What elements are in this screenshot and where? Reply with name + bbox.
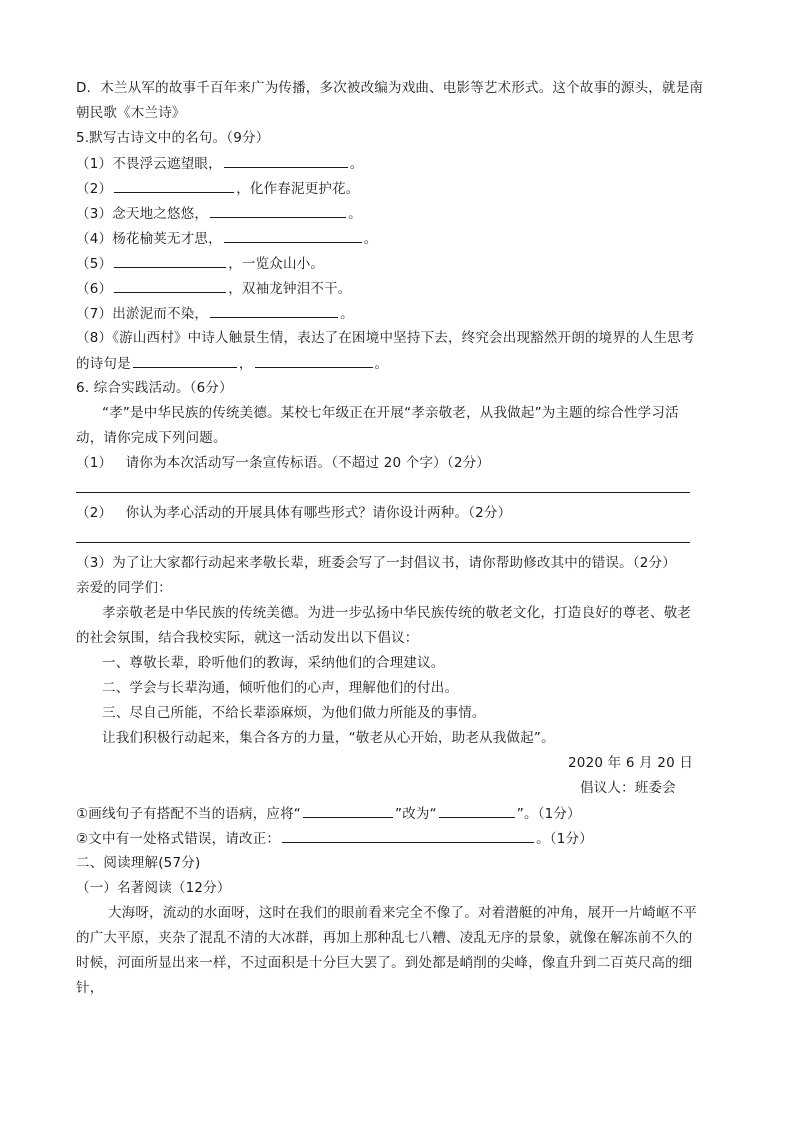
- q5-item-2-blank[interactable]: [114, 178, 234, 193]
- q5-item-5: [76, 253, 324, 274]
- q5-item-3-pre: （3）念天地之悠悠，: [76, 206, 209, 222]
- q6-intro-line-1: “孝”是中华民族的传统美德。某校七年级正在开展“孝亲敬老，从我做起”为主题的综合性学习活: [102, 405, 679, 421]
- question-6-title: 6. 综合实践活动。（6分）: [76, 380, 233, 396]
- q5-item-1-pre: （1）不畏浮云遮望眼，: [76, 156, 222, 172]
- q6-fix-1-blank-b[interactable]: [439, 803, 515, 818]
- q5-item-7-blank[interactable]: [210, 303, 338, 318]
- reading-para-line-2: 的广大平原，夹杂了混乱不清的大冰群，再加上那种乱七八糟、凌乱无序的景象，就像在解冻前不久的: [76, 930, 693, 946]
- letter-p1-line-1: 孝亲敬老是中华民族的传统美德。为进一步弘扬中华民族传统的敬老文化，打造良好的尊老、敬老: [102, 605, 692, 621]
- q5-item-2-post: ，化作春泥更护花。: [236, 181, 360, 197]
- q5-item-1-blank[interactable]: [224, 153, 348, 168]
- reading-para-line-1: 大海呀，流动的水面呀，这时在我们的眼前看来完全不像了。对着潜艇的冲角，展开一片崎岖不平: [108, 905, 698, 921]
- q6-intro-line-2: 动，请你完成下列问题。: [76, 430, 227, 446]
- q5-item-2: [76, 178, 360, 199]
- letter-signer: 倡议人：班委会: [580, 780, 676, 796]
- letter-greeting: 亲爱的同学们：: [76, 580, 172, 596]
- q6-fix-1-blank-a[interactable]: [303, 803, 393, 818]
- q5-item-5-post: ，一览众山小。: [228, 256, 325, 272]
- letter-date: 2020 年 6 月 20 日: [568, 755, 694, 771]
- q5-item-2-pre: （2）: [76, 181, 113, 197]
- reading-para-line-4: 针，: [76, 980, 104, 996]
- letter-p1-line-2: 的社会氛围，结合我校实际，就这一活动发出以下倡议：: [76, 630, 419, 646]
- letter-p5: 让我们积极行动起来，集合各方的力量，“敬老从心开始，助老从我做起”。: [102, 730, 555, 746]
- q5-item-1: [76, 153, 364, 174]
- q5-item-6-pre: （6）: [76, 281, 113, 297]
- q5-item-6: [76, 278, 352, 299]
- option-d-line-2: 朝民歌《木兰诗》: [76, 105, 186, 121]
- q6-sub-2: （2） 你认为孝心活动的开展具体有哪些形式？请你设计两种。（2分）: [76, 505, 512, 521]
- q5-item-1-post: 。: [349, 156, 364, 172]
- q6-sub-2-answer-line[interactable]: [76, 542, 690, 543]
- q5-item-8-line-2: [76, 353, 388, 374]
- reading-para-line-3: 时候，河面所显出来一样，不过面积是十分巨大罢了。到处都是峭削的尖峰，像直升到二百英尺高的细: [76, 955, 693, 971]
- q5-item-7-post: 。: [340, 306, 354, 322]
- letter-p3: 二、学会与长辈沟通，倾听他们的心声，理解他们的付出。: [102, 680, 459, 696]
- q6-sub-1-answer-line[interactable]: [76, 492, 690, 493]
- q5-item-8-line-1: （8）《游山西村》中诗人触景生情，表达了在困境中坚持下去，终究会出现豁然开朗的境界的人生思考: [76, 330, 695, 346]
- q5-item-6-blank[interactable]: [114, 278, 226, 293]
- q6-sub-1: （1） 请你为本次活动写一条宣传标语。（不超过 20 个字）（2分）: [76, 455, 491, 471]
- q6-fix-1-pre: ①画线句子有搭配不当的语病，应将“: [76, 806, 301, 822]
- q5-item-3: [76, 203, 362, 224]
- q5-item-4-post: 。: [363, 231, 378, 247]
- q5-item-3-post: 。: [348, 206, 362, 222]
- letter-p4: 三、尽自己所能，不给长辈添麻烦，为他们做力所能及的事情。: [102, 705, 486, 721]
- q6-fix-1-post: ”。（1分）: [516, 806, 581, 822]
- section-2-title: 二、阅读理解(57分): [76, 855, 201, 871]
- q5-item-4: [76, 228, 378, 249]
- q5-item-3-blank[interactable]: [210, 203, 346, 218]
- q5-item-8-blank-b[interactable]: [255, 353, 373, 368]
- q6-fix-1-mid: ”改为“: [395, 806, 437, 822]
- q5-item-4-pre: （4）杨花榆荚无才思，: [76, 231, 222, 247]
- q5-item-7-pre: （7）出淤泥而不染，: [76, 306, 209, 322]
- section-2-sub-title: （一）名著阅读（12分）: [76, 880, 231, 896]
- q5-item-4-blank[interactable]: [224, 228, 362, 243]
- option-d-line-1: D．木兰从军的故事千百年来广为传播，多次被改编为戏曲、电影等艺术形式。这个故事的源头，就是南: [76, 80, 704, 96]
- q6-fix-2-pre: ②文中有一处格式错误，请改正：: [76, 831, 281, 847]
- q6-sub-3: （3）为了让大家都行动起来孝敬长辈，班委会写了一封倡议书，请你帮助修改其中的错误。（2分）: [76, 555, 676, 571]
- q5-item-8-blank-a[interactable]: [133, 353, 237, 368]
- q5-item-8-mid: ，: [238, 356, 253, 372]
- q6-fix-2-post: 。（1分）: [536, 831, 593, 847]
- q5-item-8-post: 。: [374, 356, 389, 372]
- q5-item-5-blank[interactable]: [114, 253, 226, 268]
- q6-fix-1: [76, 803, 581, 824]
- q5-item-6-post: ，双袖龙钟泪不干。: [228, 281, 352, 297]
- q5-item-5-pre: （5）: [76, 256, 113, 272]
- question-5-title: 5.默写古诗文中的名句。（9分）: [76, 130, 270, 146]
- q5-item-8-pre: 的诗句是: [76, 356, 131, 372]
- q6-fix-2-blank[interactable]: [282, 828, 534, 843]
- q6-fix-2: [76, 828, 593, 849]
- letter-p2: 一、尊敬长辈，聆听他们的教诲，采纳他们的合理建议。: [102, 655, 445, 671]
- q5-item-7: [76, 303, 354, 324]
